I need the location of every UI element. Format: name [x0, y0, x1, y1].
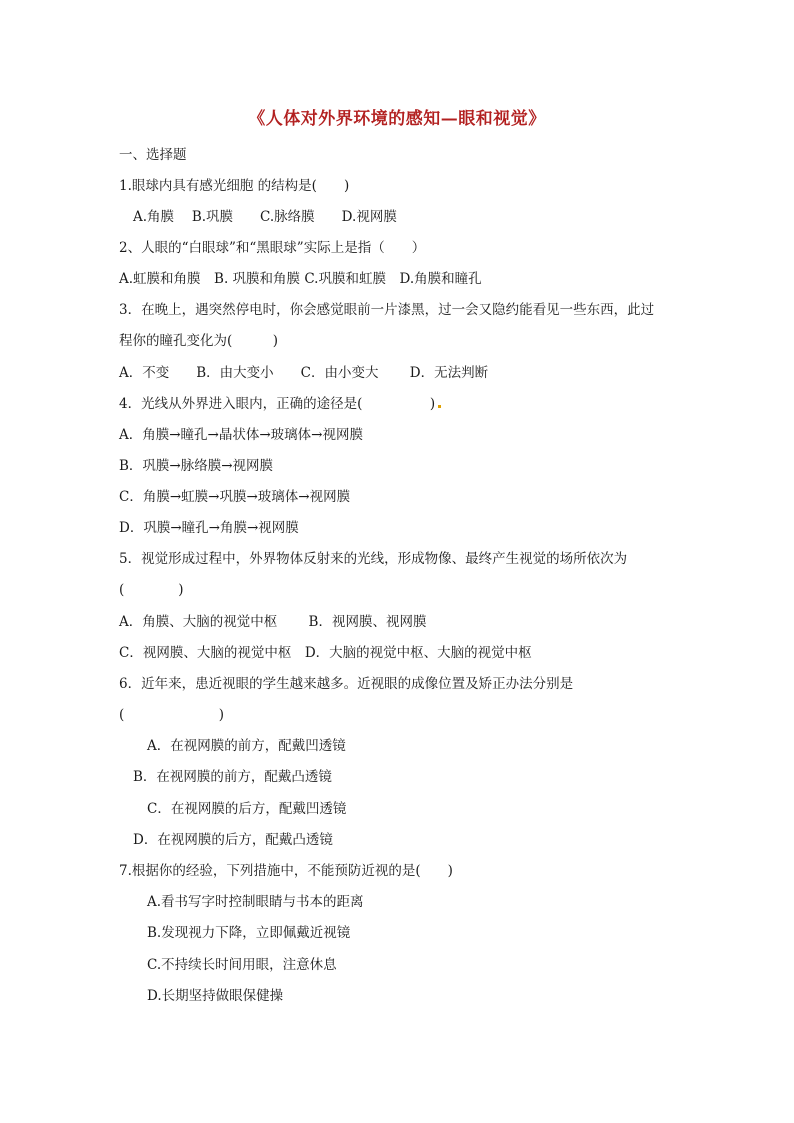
- question-7-option-d: D.长期坚持做眼保健操: [147, 988, 284, 1004]
- question-7-option-a: A.看书写字时控制眼睛与书本的距离: [147, 894, 364, 910]
- question-4-option-a: A．角膜→瞳孔→晶状体→玻璃体→视网膜: [119, 427, 363, 443]
- question-2-stem: 2、人眼的“白眼球”和“黑眼球”实际上是指（ ）: [119, 240, 426, 256]
- question-3-stem-line-1: 3．在晚上，遇突然停电时，你会感觉眼前一片漆黑，过一会又隐约能看见一些东西，此过: [119, 302, 655, 318]
- question-7-stem: 7.根据你的经验，下列措施中，不能预防近视的是( ): [119, 863, 453, 879]
- question-4-option-c: C．角膜→虹膜→巩膜→玻璃体→视网膜: [119, 489, 351, 505]
- question-5-options-cd: C．视网膜、大脑的视觉中枢 D．大脑的视觉中枢、大脑的视觉中枢: [119, 645, 532, 661]
- question-6-option-d: D．在视网膜的后方，配戴凸透镜: [133, 832, 333, 848]
- question-4-stem-text: 4．光线从外界进入眼内，正确的途径是( ): [119, 396, 436, 412]
- question-3-stem-line-2: 程你的瞳孔变化为( ): [119, 333, 279, 349]
- question-4-option-b: B．巩膜→脉络膜→视网膜: [119, 458, 274, 474]
- question-5-stem-line-1: 5．视觉形成过程中，外界物体反射来的光线，形成物像、最终产生视觉的场所依次为: [119, 551, 628, 567]
- question-6-option-a: A．在视网膜的前方，配戴凹透镜: [147, 738, 346, 754]
- question-5-stem-line-2: ( ): [119, 582, 184, 598]
- question-1-stem: 1.眼球内具有感光细胞 的结构是( ): [119, 178, 350, 194]
- question-3-options: A．不变 B．由大变小 C．由小变大 D．无法判断: [119, 365, 489, 381]
- question-6-stem-line-1: 6．近年来，患近视眼的学生越来越多。近视眼的成像位置及矫正办法分别是: [119, 676, 574, 692]
- question-5-options-ab: A．角膜、大脑的视觉中枢 B．视网膜、视网膜: [119, 614, 427, 630]
- question-4-option-d: D．巩膜→瞳孔→角膜→视网膜: [119, 520, 299, 536]
- question-1-options: A.角膜 B.巩膜 C.脉络膜 D.视网膜: [133, 209, 397, 225]
- question-2-options: A.虹膜和角膜 B. 巩膜和角膜 C.巩膜和虹膜 D.角膜和瞳孔: [119, 271, 482, 287]
- section-heading: 一、选择题: [119, 147, 187, 163]
- question-6-stem-line-2: ( ): [119, 707, 225, 723]
- question-4-stem: [119, 394, 441, 414]
- question-6-option-c: C．在视网膜的后方，配戴凹透镜: [147, 801, 347, 817]
- question-6-option-b: B．在视网膜的前方，配戴凸透镜: [133, 769, 332, 785]
- question-7-option-c: C.不持续长时间用眼，注意休息: [147, 957, 337, 973]
- marker-dot: [438, 405, 441, 408]
- document-title: 《人体对外界环境的感知—眼和视觉》: [248, 109, 546, 129]
- question-7-option-b: B.发现视力下降，立即佩戴近视镜: [147, 925, 351, 941]
